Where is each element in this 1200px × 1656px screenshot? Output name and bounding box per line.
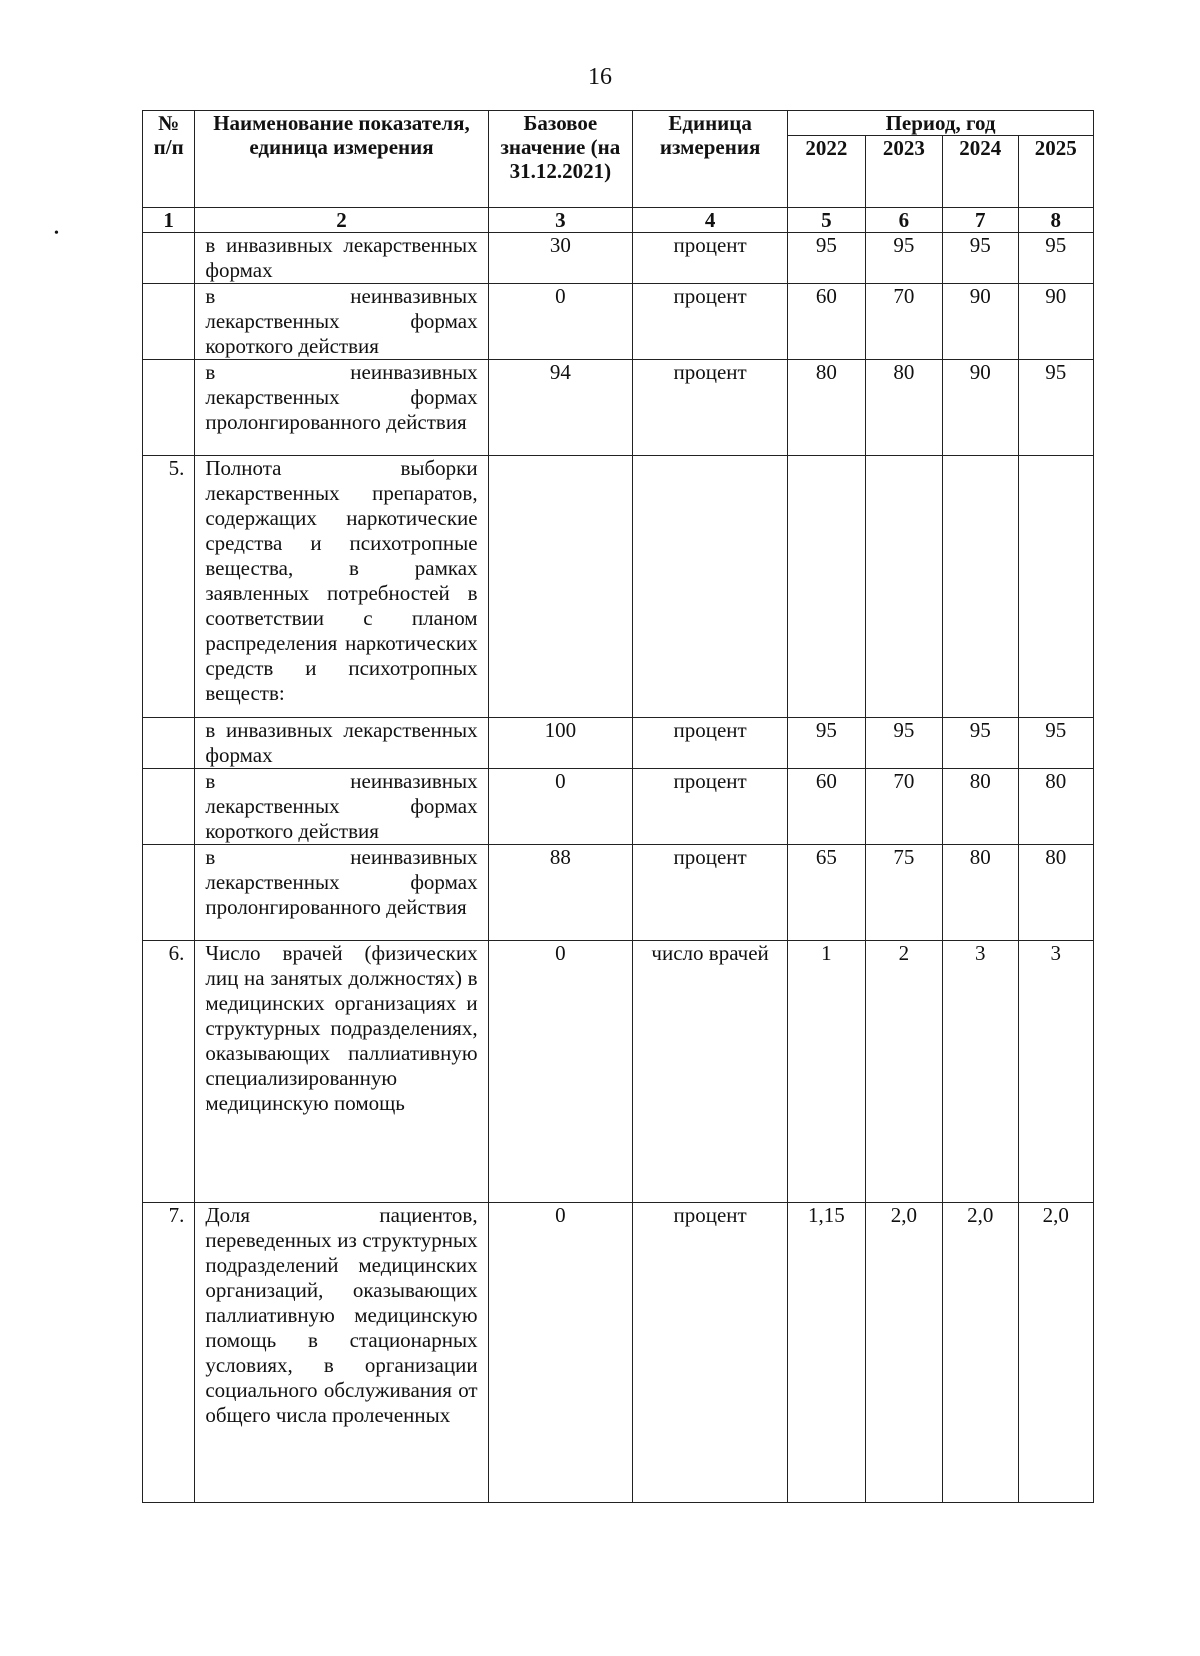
unit: процент: [633, 769, 788, 845]
year-value: 95: [1018, 233, 1094, 284]
table-row: [143, 456, 1094, 718]
column-index: 8: [1018, 208, 1094, 233]
base-value: 0: [488, 284, 633, 360]
year-value: 65: [788, 845, 866, 941]
unit: [633, 456, 788, 718]
year-value: 3: [1018, 941, 1094, 1203]
table-row: [143, 845, 1094, 941]
year-value: 90: [943, 284, 1018, 360]
year-value: 1,15: [788, 1203, 866, 1503]
year-value: 95: [865, 718, 943, 769]
table-body: [143, 233, 1094, 1503]
row-number: 5.: [143, 456, 195, 718]
year-value: 60: [788, 284, 866, 360]
year-value: 80: [865, 360, 943, 456]
header-unit: Единица измерения: [633, 111, 788, 208]
base-value: 0: [488, 1203, 633, 1503]
header-year: 2022: [788, 136, 866, 208]
table-row: [143, 233, 1094, 284]
year-value: 80: [788, 360, 866, 456]
unit: процент: [633, 845, 788, 941]
year-value: 3: [943, 941, 1018, 1203]
year-value: [943, 456, 1018, 718]
column-index: 5: [788, 208, 866, 233]
year-value: 2,0: [865, 1203, 943, 1503]
page-number: 16: [588, 64, 612, 90]
indicator-name: в инвазивных лекарственных формах: [195, 233, 488, 284]
table-row: [143, 941, 1094, 1203]
header-row: [143, 111, 1094, 136]
header-year: 2024: [943, 136, 1018, 208]
row-number: [143, 360, 195, 456]
base-value: [488, 456, 633, 718]
unit: процент: [633, 233, 788, 284]
year-value: 1: [788, 941, 866, 1203]
header-year: 2025: [1018, 136, 1094, 208]
indicator-name: в инвазивных лекарственных формах: [195, 718, 488, 769]
year-value: 60: [788, 769, 866, 845]
header-indicator-name: Наименование показателя, единица измерения: [195, 111, 488, 208]
year-value: 2,0: [1018, 1203, 1094, 1503]
year-value: [1018, 456, 1094, 718]
year-value: 95: [943, 718, 1018, 769]
column-index: 7: [943, 208, 1018, 233]
indicator-name: Число врачей (физических лиц на занятых должностях) в медицинских организациях и структурных подразделениях, оказывающих паллиативную специализированную медицинскую помощь: [195, 941, 488, 1203]
year-value: 90: [943, 360, 1018, 456]
year-value: 2,0: [943, 1203, 1018, 1503]
year-value: 2: [865, 941, 943, 1203]
header-year: 2023: [865, 136, 943, 208]
year-value: 75: [865, 845, 943, 941]
header-base-value: Базовое значение (на 31.12.2021): [488, 111, 633, 208]
row-number: [143, 718, 195, 769]
base-value: 94: [488, 360, 633, 456]
year-value: 80: [1018, 769, 1094, 845]
column-index: 3: [488, 208, 633, 233]
year-value: [788, 456, 866, 718]
table-row: [143, 1203, 1094, 1503]
indicator-name: Полнота выборки лекарственных препаратов, содержащих наркотические средства и психотропные вещества, в рамках заявленных потребностей в соответствии с планом распределения наркотических средств и психотропных веществ:: [195, 456, 488, 718]
unit: число врачей: [633, 941, 788, 1203]
year-value: [865, 456, 943, 718]
year-value: 95: [943, 233, 1018, 284]
indicator-name: Доля пациентов, переведенных из структурных подразделений медицинских организаций, оказывающих паллиативную медицинскую помощь в стационарных условиях, в организации социального обслуживания от общего числа пролеченных: [195, 1203, 488, 1503]
base-value: 0: [488, 941, 633, 1203]
year-value: 90: [1018, 284, 1094, 360]
unit: процент: [633, 1203, 788, 1503]
row-number: 7.: [143, 1203, 195, 1503]
column-index: 2: [195, 208, 488, 233]
column-index-row: [143, 208, 1094, 233]
table-row: [143, 718, 1094, 769]
base-value: 30: [488, 233, 633, 284]
base-value: 0: [488, 769, 633, 845]
indicator-name: в неинвазивных лекарственных формах пролонгированного действия: [195, 360, 488, 456]
indicator-name: в неинвазивных лекарственных формах короткого действия: [195, 284, 488, 360]
row-number: [143, 233, 195, 284]
year-value: 80: [943, 769, 1018, 845]
row-number: 6.: [143, 941, 195, 1203]
unit: процент: [633, 360, 788, 456]
year-value: 95: [865, 233, 943, 284]
header-number: № п/п: [143, 111, 195, 208]
year-value: 95: [788, 718, 866, 769]
base-value: 100: [488, 718, 633, 769]
row-number: [143, 845, 195, 941]
year-value: 95: [1018, 718, 1094, 769]
table-row: [143, 284, 1094, 360]
column-index: 1: [143, 208, 195, 233]
year-value: 70: [865, 284, 943, 360]
column-index: 6: [865, 208, 943, 233]
indicator-name: в неинвазивных лекарственных формах короткого действия: [195, 769, 488, 845]
year-value: 95: [1018, 360, 1094, 456]
year-value: 80: [1018, 845, 1094, 941]
base-value: 88: [488, 845, 633, 941]
indicator-name: в неинвазивных лекарственных формах пролонгированного действия: [195, 845, 488, 941]
table-row: [143, 360, 1094, 456]
year-value: 80: [943, 845, 1018, 941]
column-index: 4: [633, 208, 788, 233]
row-number: [143, 769, 195, 845]
row-number: [143, 284, 195, 360]
unit: процент: [633, 718, 788, 769]
year-value: 70: [865, 769, 943, 845]
header-period: Период, год: [788, 111, 1094, 136]
unit: процент: [633, 284, 788, 360]
year-value: 95: [788, 233, 866, 284]
table-row: [143, 769, 1094, 845]
margin-mark: •: [54, 226, 59, 241]
indicators-table: [142, 110, 1094, 1503]
